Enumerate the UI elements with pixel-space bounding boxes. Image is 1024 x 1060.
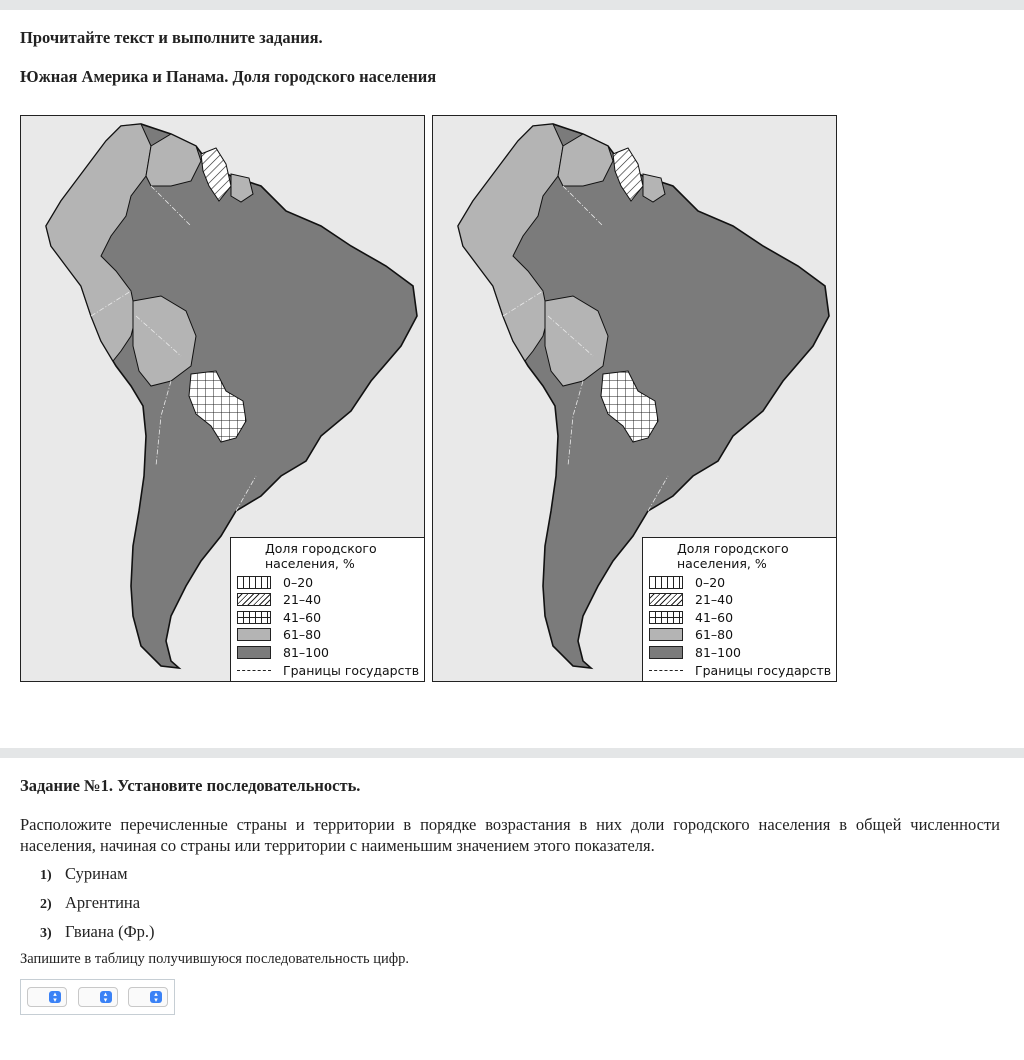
option-item-3 [40,922,155,942]
map-title: Южная Америка и Панама. Доля городского населения [20,67,437,86]
map-legend [230,537,425,682]
option-label: Аргентина [65,893,141,912]
legend-row-21-40: 21–40 [237,592,321,607]
legend-row-0-20: 0–20 [237,575,313,590]
option-item-1 [40,864,128,884]
option-label: Суринам [65,864,128,883]
legend-row-61-80: 61–80 [649,627,733,642]
legend-row-0-20: 0–20 [649,575,725,590]
legend-row-41-60: 41–60 [649,610,733,625]
write-hint: Запишите в таблицу получившуюся последовательность цифр. [20,951,410,967]
map-legend [642,537,837,682]
stepper-arrows-icon: ▴ ▾ [49,991,61,1003]
stepper-arrows-icon: ▴ ▾ [150,991,162,1003]
answer-table [20,979,175,1015]
task-title: Задание №1. Установите последовательность. [20,776,361,795]
answer-select-2[interactable] [78,987,118,1007]
top-band [0,0,1024,10]
legend-row-81-100: 81–100 [649,645,741,660]
legend-row-borders: Границы государств [237,663,419,678]
task-text: Расположите перечисленные страны и территории в порядке возрастания в них доли городского населения в общей численности населения, начиная со страны или территории с наименьшим значением этого показателя. [20,815,1000,855]
legend-row-21-40: 21–40 [649,592,733,607]
option-number: 3) [40,926,52,941]
section-divider [0,748,1024,758]
legend-row-41-60: 41–60 [237,610,321,625]
legend-title: Доля городского населения, % [677,541,789,571]
legend-title: Доля городского населения, % [265,541,377,571]
map-panel-right [432,115,837,682]
option-number: 2) [40,897,52,912]
legend-row-81-100: 81–100 [237,645,329,660]
stepper-arrows-icon: ▴ ▾ [100,991,112,1003]
answer-select-3[interactable] [128,987,168,1007]
map-panel-left [20,115,425,682]
option-number: 1) [40,868,52,883]
intro-title: Прочитайте текст и выполните задания. [20,28,323,47]
legend-row-61-80: 61–80 [237,627,321,642]
answer-select-1[interactable] [27,987,67,1007]
option-item-2 [40,893,140,913]
option-label: Гвиана (Фр.) [65,922,155,941]
legend-row-borders: Границы государств [649,663,831,678]
